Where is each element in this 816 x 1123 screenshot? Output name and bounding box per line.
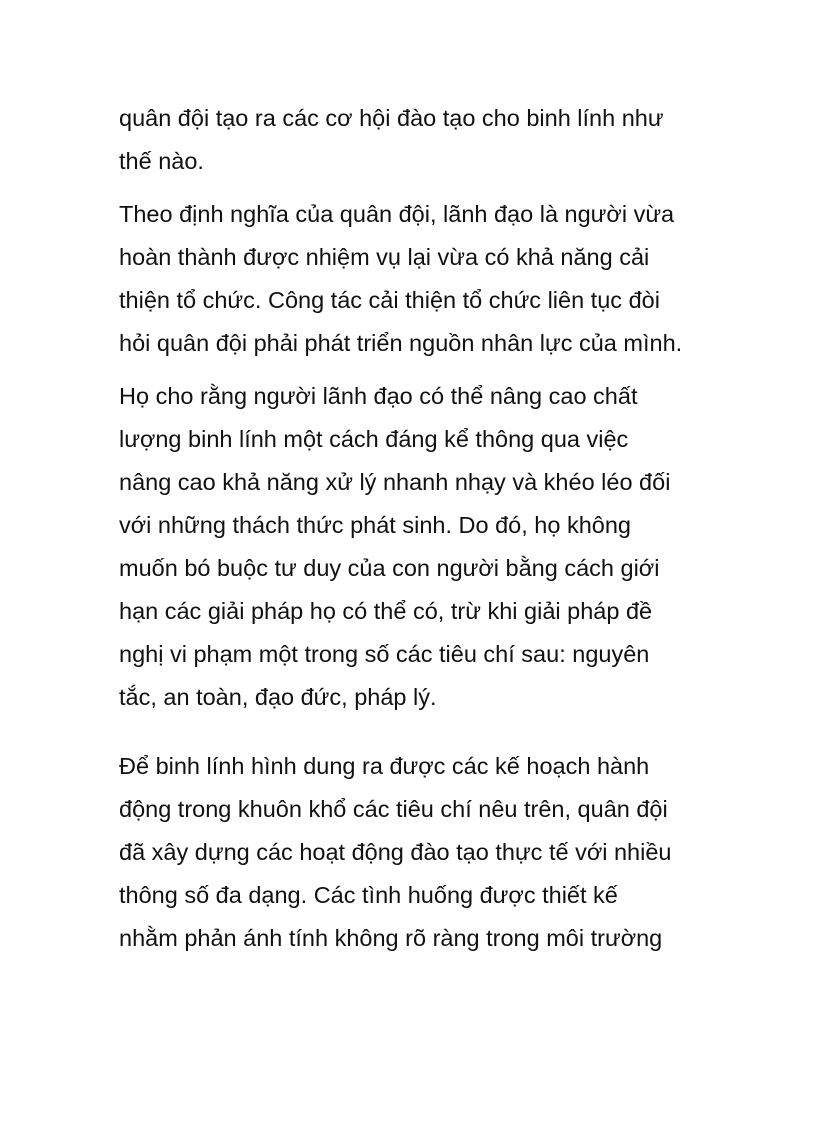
text-line: hỏi quân đội phải phát triển nguồn nhân lực của mình.	[119, 330, 683, 356]
text-line: hạn các giải pháp họ có thể có, trừ khi giải pháp đề	[119, 598, 653, 624]
text-line: thông số đa dạng. Các tình huống được thiết kế	[119, 882, 618, 908]
paragraph-spacer	[119, 365, 709, 375]
text-line: quân đội tạo ra các cơ hội đào tạo cho binh lính như	[119, 105, 664, 131]
text-line: tắc, an toàn, đạo đức, pháp lý.	[119, 684, 437, 710]
text-line: Theo định nghĩa của quân đội, lãnh đạo là người vừa	[119, 201, 675, 227]
text-line: động trong khuôn khổ các tiêu chí nêu trên, quân đội	[119, 796, 668, 822]
text-line: lượng binh lính một cách đáng kể thông qua việc	[119, 426, 629, 452]
text-line: muốn bó buộc tư duy của con người bằng cách giới	[119, 555, 660, 581]
text-line: Để binh lính hình dung ra được các kế hoạch hành	[119, 753, 650, 779]
text-line: với những thách thức phát sinh. Do đó, họ không	[119, 512, 631, 538]
text-line: nhằm phản ánh tính không rõ ràng trong môi trường	[119, 925, 663, 951]
paragraph-1	[119, 97, 709, 183]
text-line: nghị vi phạm một trong số các tiêu chí sau: nguyên	[119, 641, 650, 667]
text-line: thế nào.	[119, 148, 204, 174]
paragraph-spacer	[119, 719, 709, 745]
paragraph-3	[119, 375, 709, 719]
document-body	[119, 97, 709, 960]
paragraph-4	[119, 745, 709, 960]
paragraph-2	[119, 193, 709, 365]
paragraph-spacer	[119, 183, 709, 193]
text-line: hoàn thành được nhiệm vụ lại vừa có khả năng cải	[119, 244, 650, 270]
text-line: đã xây dựng các hoạt động đào tạo thực tế với nhiều	[119, 839, 672, 865]
text-line: Họ cho rằng người lãnh đạo có thể nâng cao chất	[119, 383, 638, 409]
text-line: nâng cao khả năng xử lý nhanh nhạy và khéo léo đối	[119, 469, 671, 495]
text-line: thiện tổ chức. Công tác cải thiện tổ chức liên tục đòi	[119, 287, 660, 313]
